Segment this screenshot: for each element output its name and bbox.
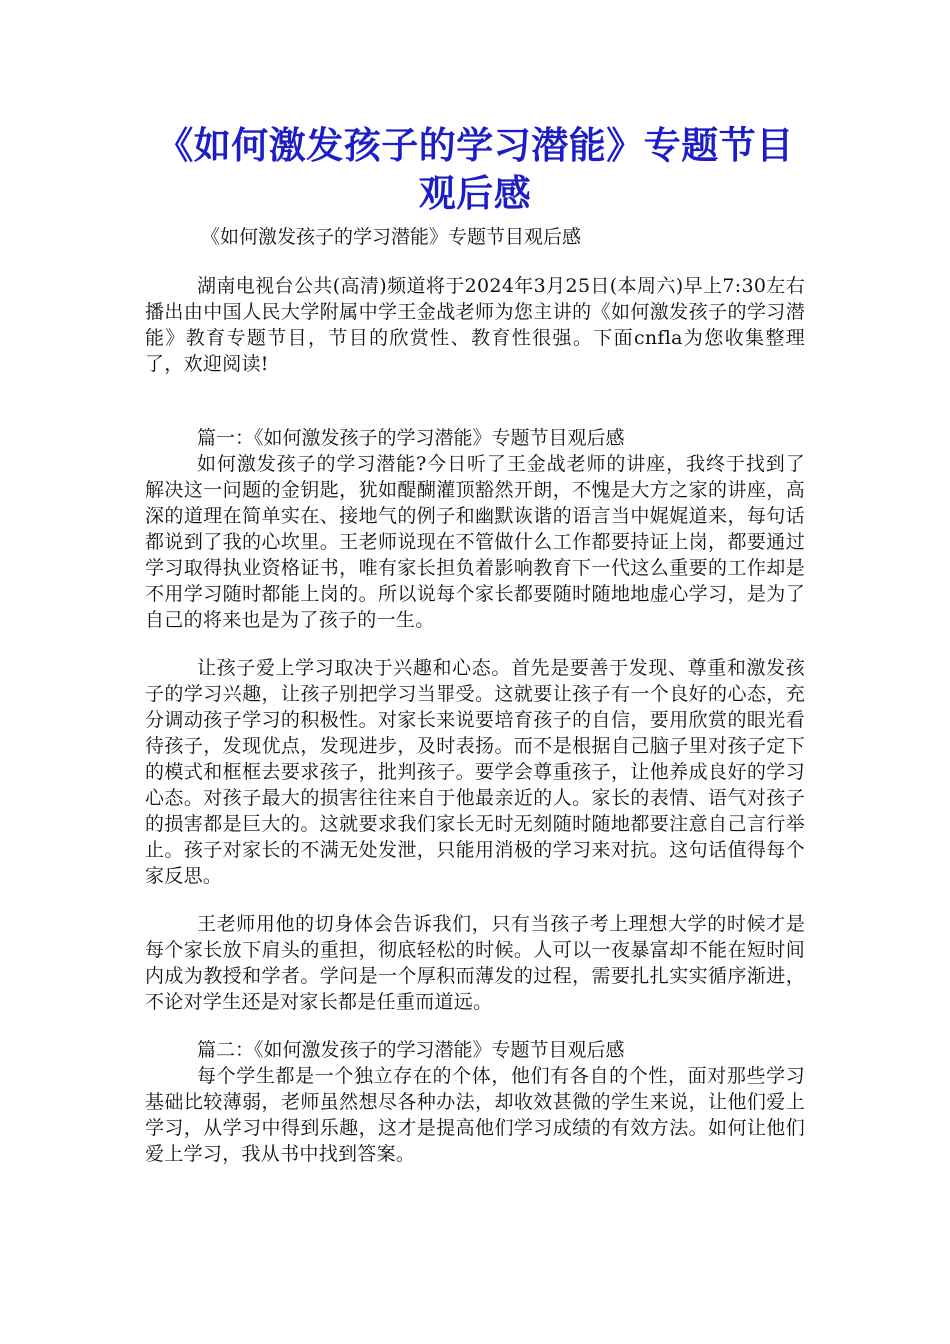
intro-paragraph: 湖南电视台公共(高清)频道将于2024年3月25日(本周六)早上7:30左右播出由中国人民大学附属中学王金战老师为您主讲的《如何激发孩子的学习潜能》教育专题节目，节目的欣赏性、教育性很强。下面cnfla为您收集整理了，欢迎阅读!: [145, 275, 805, 375]
section-heading-2: 篇二：《如何激发孩子的学习潜能》专题节目观后感: [197, 1039, 625, 1061]
section-heading-1: 篇一：《如何激发孩子的学习潜能》专题节目观后感: [197, 427, 625, 449]
body-paragraph: 让孩子爱上学习取决于兴趣和心态。首先是要善于发现、尊重和激发孩子的学习兴趣，让孩子别把学习当罪受。这就要让孩子有一个良好的心态，充分调动孩子学习的积极性。对家长来说要培育孩子的自信，要用欣赏的眼光看待孩子，发现优点，发现进步，及时表扬。而不是根据自己脑子里对孩子定下的模式和框框去要求孩子，批判孩子。要学会尊重孩子，让他养成良好的学习心态。对孩子最大的损害往往来自于他最亲近的人。家长的表情、语气对孩子的损害都是巨大的。这就要求我们家长无时无刻随时随地都要注意自己言行举止。孩子对家长的不满无处发泄，只能用消极的学习来对抗。这句话值得每个家反思。: [145, 657, 805, 887]
body-paragraph: 王老师用他的切身体会告诉我们，只有当孩子考上理想大学的时候才是每个家长放下肩头的重担，彻底轻松的时候。人可以一夜暴富却不能在短时间内成为教授和学者。学问是一个厚积而薄发的过程，需要扎扎实实循序渐进，不论对学生还是对家长都是任重而道远。: [145, 913, 805, 1013]
document-subtitle: 《如何激发孩子的学习潜能》专题节目观后感: [201, 226, 582, 248]
document-page: [145, 122, 805, 1167]
body-paragraph: 如何激发孩子的学习潜能?今日听了王金战老师的讲座，我终于找到了解决这一问题的金钥匙，犹如醍醐灌顶豁然开朗，不愧是大方之家的讲座，高深的道理在简单实在、接地气的例子和幽默诙谐的语言当中娓娓道来，每句话都说到了我的心坎里。王老师说现在不管做什么工作都要持证上岗，都要通过学习取得执业资格证书，唯有家长担负着影响教育下一代这么重要的工作却是不用学习随时都能上岗的。所以说每个家长都要随时随地地虚心学习，是为了自己的将来也是为了孩子的一生。: [145, 453, 805, 631]
body-paragraph: 每个学生都是一个独立存在的个体，他们有各自的个性，面对那些学习基础比较薄弱，老师虽然想尽各种办法，却收效甚微的学生来说，让他们爱上学习，从学习中得到乐趣，这才是提高他们学习成绩的有效方法。如何让他们爱上学习，我从书中找到答案。: [145, 1065, 805, 1165]
document-title: 《如何激发孩子的学习潜能》专题节目观后感: [156, 124, 794, 215]
